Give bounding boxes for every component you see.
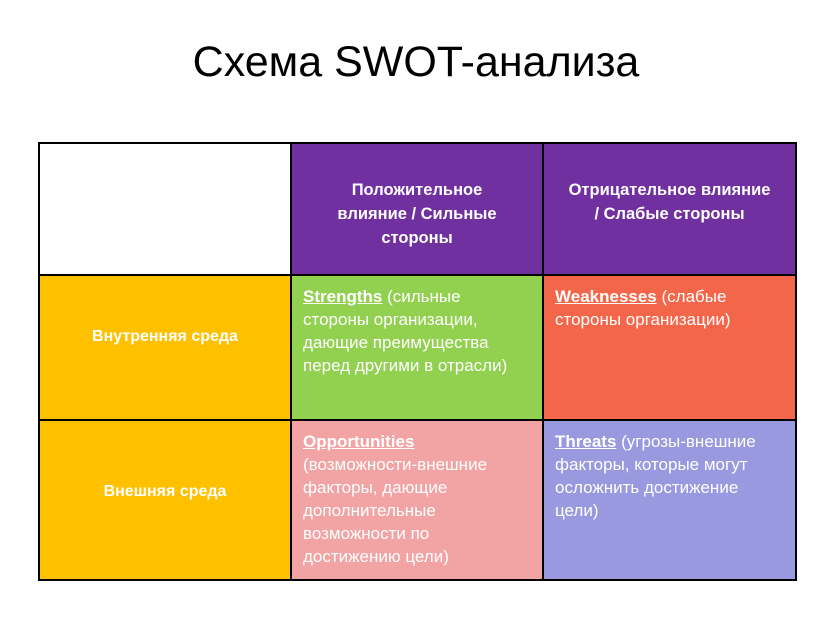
weaknesses-term: Weaknesses (555, 287, 657, 306)
weaknesses-text: (слабые стороны организации) (555, 287, 731, 329)
row-label-external: Внешняя среда (103, 483, 227, 500)
header-positive-cell (291, 143, 543, 275)
cell-strengths (291, 275, 543, 420)
cell-opportunities (291, 420, 543, 580)
opportunities-text: (возможности-внешние факторы, дающие дополнительные возможности по достижению цели) (303, 454, 488, 566)
swot-matrix (38, 142, 797, 581)
opportunities-term: Opportunities (303, 432, 415, 451)
header-positive-label: Положительное влияние / Сильные стороны (337, 181, 497, 247)
strengths-term: Strengths (303, 287, 383, 306)
corner-cell (39, 143, 291, 275)
table-header-row (39, 143, 796, 275)
page-title: Схема SWOT-анализа (192, 38, 640, 86)
cell-threats (543, 420, 796, 580)
strengths-text: (сильные стороны организации, дающие преимущества перед другими в отрасли) (303, 287, 508, 375)
header-negative-cell (543, 143, 796, 275)
table-row-internal (39, 275, 796, 420)
row-label-internal-cell (39, 275, 291, 420)
threats-term: Threats (555, 432, 617, 451)
cell-weaknesses (543, 275, 796, 420)
header-negative-label: Отрицательное влияние / Слабые стороны (568, 181, 771, 223)
row-label-external-cell (39, 420, 291, 580)
table-row-external (39, 420, 796, 580)
threats-text: (угрозы-внешние факторы, которые могут осложнить достижение цели) (555, 432, 756, 520)
row-label-internal: Внутренняя среда (92, 328, 238, 345)
